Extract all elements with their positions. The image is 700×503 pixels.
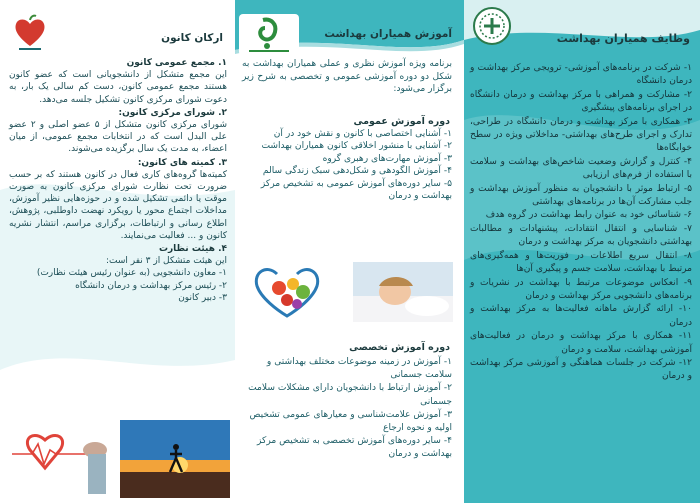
sleeping-baby-image <box>353 262 453 322</box>
specialized-course-heading: دوره آموزش تخصصی <box>349 342 450 353</box>
general-assembly-text: این مجمع متشکل از دانشجویانی است که عضو کانون هستند مجمع عمومی کانون، دست کم سالی یک بار، به دعوت شورای مرکزی کانون تشکیل جلسه می‌دهد. <box>9 70 227 105</box>
general-course-list <box>242 128 452 202</box>
duty-item: ۹- انعکاس موضوعات مرتبط با بهداشت در نشریات و برنامه‌های دانشجویی مرکز بهداشت و درمان <box>470 277 692 301</box>
duty-item: ۱- شرکت در برنامه‌های آموزشی- ترویجی مرکز بهداشت و درمان دانشگاه <box>470 63 692 87</box>
general-course-heading: دوره آموزش عمومی <box>353 116 450 127</box>
central-council-text: شورای مرکزی کانون متشکل از ۵ عضو اصلی و ۲ عضو علی البدل است که در انتخابات مجمع عمومی، از میان اعضاء، به مدت یک سال برگزیده می‌شوند. <box>9 120 227 155</box>
pillars-content <box>9 56 227 304</box>
duties-list <box>470 62 692 384</box>
left-images <box>10 410 230 500</box>
committees-heading: ۳. کمیته های کانون: <box>137 157 227 168</box>
general-course-item: ۲- آشنایی با منشور اخلاقی کانون همیاران بهداشت <box>261 141 452 152</box>
duty-item: ۷- شناسایی و انتقال انتقادات، پیشنهادات و مطالبات بهداشتی دانشجویان به مرکز بهداشت و درمان <box>470 223 692 248</box>
general-course-item: ۳- آموزش مهارت‌های رهبری گروه <box>322 153 452 164</box>
general-assembly-heading: ۱. مجمع عمومی کانون <box>126 58 227 68</box>
middle-panel <box>235 0 464 503</box>
training-title: آموزش همیاران بهداشت <box>324 28 452 40</box>
duty-item: ۳- همکاری با مرکز بهداشت و درمان دانشگاه در طراحی، تدارک و اجرای طرح‌های بهداشتی- مداخلاتی ویژه در سطح خوابگاه‌ها <box>470 116 692 154</box>
central-council-heading: ۲. شورای مرکزی کانون: <box>118 107 227 118</box>
duty-item: ۱۱- همکاری با مرکز بهداشت و درمان در فعالیت‌های آموزشی بهداشت، سلامت و درمان <box>470 331 692 355</box>
health-center-logo-icon <box>472 6 512 46</box>
university-logo-icon <box>239 14 299 56</box>
general-course-item: ۱- آشنایی اختصاصی با کانون و نقش خود در آن <box>273 129 452 139</box>
supervision-item: ۳- دبیر کانون <box>178 292 227 303</box>
supervision-item: ۱- معاون دانشجویی (به عنوان رئیس هیئت نظارت) <box>36 268 227 279</box>
duty-item: ۱۲- شرکت در جلسات هماهنگی و آموزشی مرکز بهداشت و درمان <box>470 357 692 382</box>
specialized-course-item: ۳- آموزش علامت‌شناسی و معیارهای عمومی تشخیص اولیه و نحوه ارجاع <box>249 409 452 434</box>
supervision-heading: ۴. هیئت نظارت <box>158 244 227 255</box>
middle-images <box>247 262 453 322</box>
training-intro: برنامه ویژه آموزش نظری و عملی همیاران بهداشت به شکل دو دوره آموزشی عمومی و تخصصی به شرح زیر برگزار می‌شود: <box>242 59 452 95</box>
heartbeat-image <box>10 418 110 498</box>
heart-logo-icon <box>10 12 50 52</box>
supervision-item: ۲- رئیس مرکز بهداشت و درمان دانشگاه <box>75 280 227 291</box>
pillars-title: ارکان کانون <box>161 32 223 44</box>
specialized-course-item: ۴- سایر دوره‌های آموزش تخصصی به تشخیص مرکز بهداشت و درمان <box>256 436 452 460</box>
specialized-course-item: ۱- آموزش در زمینه موضوعات مختلف بهداشتی و سلامت جسمانی <box>266 357 452 381</box>
committees-text: کمیته‌ها گروه‌های کاری فعال در کانون هستند که بر حسب ضرورت تحت نظارت شورای مرکزی کانون به صورت موقت یا دائمی تشکیل شده و در حوزه‌هایی نظیر آموزش، مداخلات اجتماع محور یا رویکرد نهضت داوطلبی، پژوهش، اطلاع رسانی و ارتباطات، برگزاری مراسم، انتشار نشریه کانون و ... فعالیت می‌نمایند. <box>9 169 227 241</box>
right-panel <box>464 0 700 503</box>
left-panel <box>0 0 235 503</box>
specialized-course-list <box>240 356 452 462</box>
specialized-course-item: ۲- آموزش ارتباط با دانشجویان دارای مشکلات سلامت جسمانی <box>248 383 452 407</box>
duty-item: ۲- مشارکت و همراهی با مرکز بهداشت و درمان دانشگاه در اجرای برنامه‌های پیشگیری <box>470 89 692 114</box>
general-course-item: ۴- آموزش الگودهی و شکل‌دهی سبک زندگی سالم <box>262 166 452 177</box>
duty-item: ۵- ارتباط موثر با دانشجویان به منظور آموزش بهداشت و جلب مشارکت آن‌ها در برنامه‌های بهداشتی <box>470 183 692 208</box>
duty-item: ۶- شناسائی خود به عنوان رابط بهداشت در گروه هدف <box>485 210 692 221</box>
duty-item: ۸- انتقال سریع اطلاعات در فوریت‌ها و همه‌گیری‌های مرتبط با بهداشت، سلامت جسم و پیگیری آن‌ها <box>470 250 692 275</box>
duty-item: ۴- کنترل و گزارش وضعیت شاخص‌های بهداشت و سلامت با استفاده از فرم‌های ارزیابی <box>470 156 692 181</box>
duties-title: وظایف همیاران بهداشت <box>556 32 690 45</box>
sunset-runner-image <box>120 420 230 498</box>
healthy-food-image <box>247 262 345 322</box>
supervision-text: این هیئت متشکل از ۳ نفر است: <box>105 256 227 267</box>
duty-item: ۱۰- ارائه گزارش ماهانه فعالیت‌ها به مرکز بهداشت و درمان <box>470 304 692 328</box>
general-course-item: ۵- سایر دوره‌های آموزش عمومی به تشخیص مرکز بهداشت و درمان <box>260 178 452 202</box>
